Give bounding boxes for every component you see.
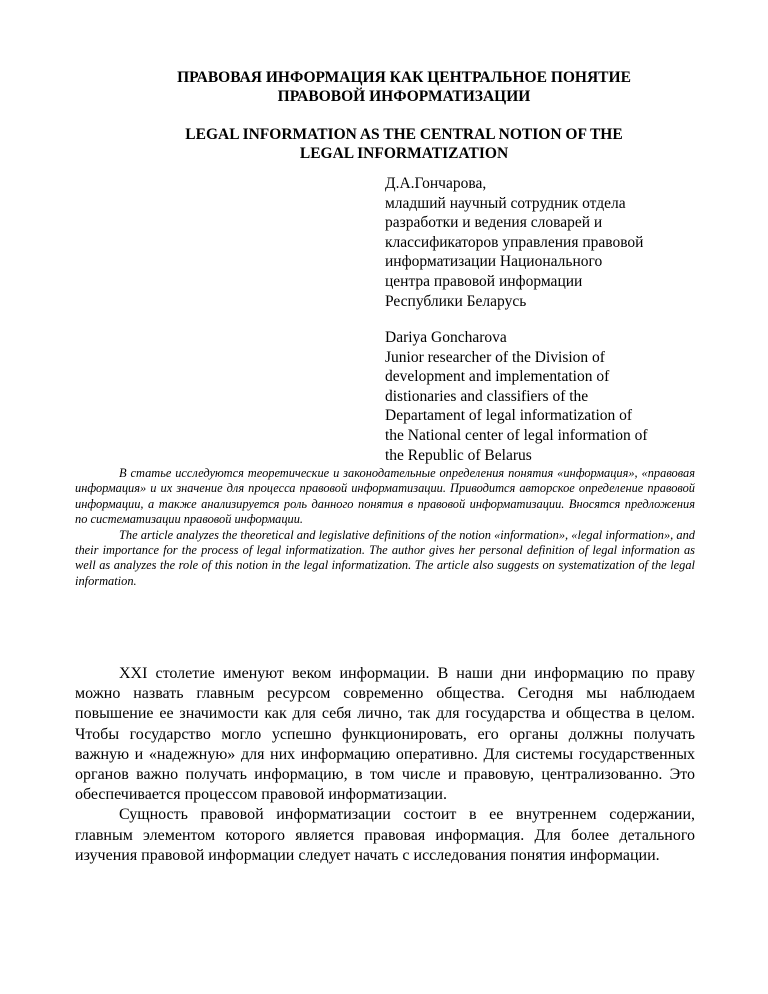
- abstract-english: The article analyzes the theoretical and legislative definitions of the notion «information», «legal information», and their importance for the process of legal informatization. The author gives her personal definition of legal information as well as analyzes the role of this notion in the legal informatization. The article also suggests on systematization of the legal information.: [75, 527, 695, 588]
- author-line: Д.А.Гончарова,: [385, 175, 487, 192]
- author-line: the Republic of Belarus: [385, 446, 532, 464]
- author-line: distionaries and classifiers of the: [385, 387, 589, 405]
- title-russian: [0, 68, 768, 106]
- title-english-line-2: LEGAL INFORMATIZATION: [299, 145, 509, 162]
- abstract: [75, 466, 695, 589]
- author-line: центра правовой информации: [385, 272, 583, 290]
- author-line: the National center of legal information of: [385, 426, 648, 444]
- author-line: Dariya Goncharova: [385, 329, 507, 346]
- title-russian-line-2: ПРАВОВОЙ ИНФОРМАТИЗАЦИИ: [277, 88, 531, 105]
- author-line: информатизации Национального: [385, 253, 603, 271]
- author-block-english: [385, 328, 715, 465]
- abstract-russian: В статье исследуются теоретические и законодательные определения понятия «информация», «правовая информация» и их значение для процесса правовой информатизации. Приводится авторское определение правовой информации, а также анализируется роль данного понятия в правовой информатизации. Вносятся предложения по систематизации правовой информации.: [75, 466, 695, 527]
- author-line: development and implementation of: [385, 368, 610, 386]
- author-line: младший научный сотрудник отдела: [385, 194, 626, 212]
- author-line: Junior researcher of the Division of: [385, 348, 605, 366]
- body-text: [75, 664, 695, 866]
- author-line: Departament of legal informatization of: [385, 407, 633, 425]
- body-paragraph-2: Сущность правовой информатизации состоит в ее внутреннем содержании, главным элементом которого является правовая информация. Для более детального изучения правовой информации следует начать с исследования понятия информации.: [75, 806, 695, 864]
- body-paragraph-1: XXI столетие именуют веком информации. В наши дни информацию по праву можно назвать главным ресурсом современно общества. Сегодня мы наблюдаем повышение ее значимости как для себя лично, так для государства и общества в целом. Чтобы государство могло успешно функционировать, его органы должны получать важную и «надежную» для них информацию оперативно. Для системы государственных органов важно получать информацию, в том числе и правовую, централизованно. Это обеспечивается процессом правовой информатизации.: [75, 665, 695, 804]
- author-line: Республики Беларусь: [385, 292, 527, 310]
- author-block-russian: [385, 174, 715, 311]
- title-russian-line-1: ПРАВОВАЯ ИНФОРМАЦИЯ КАК ЦЕНТРАЛЬНОЕ ПОНЯТИЕ: [177, 69, 631, 86]
- author-line: разработки и ведения словарей и: [385, 214, 603, 232]
- title-english-line-1: LEGAL INFORMATION AS THE CENTRAL NOTION OF THE: [185, 126, 623, 143]
- title-english: [0, 125, 768, 163]
- author-line: классификаторов управления правовой: [385, 233, 644, 251]
